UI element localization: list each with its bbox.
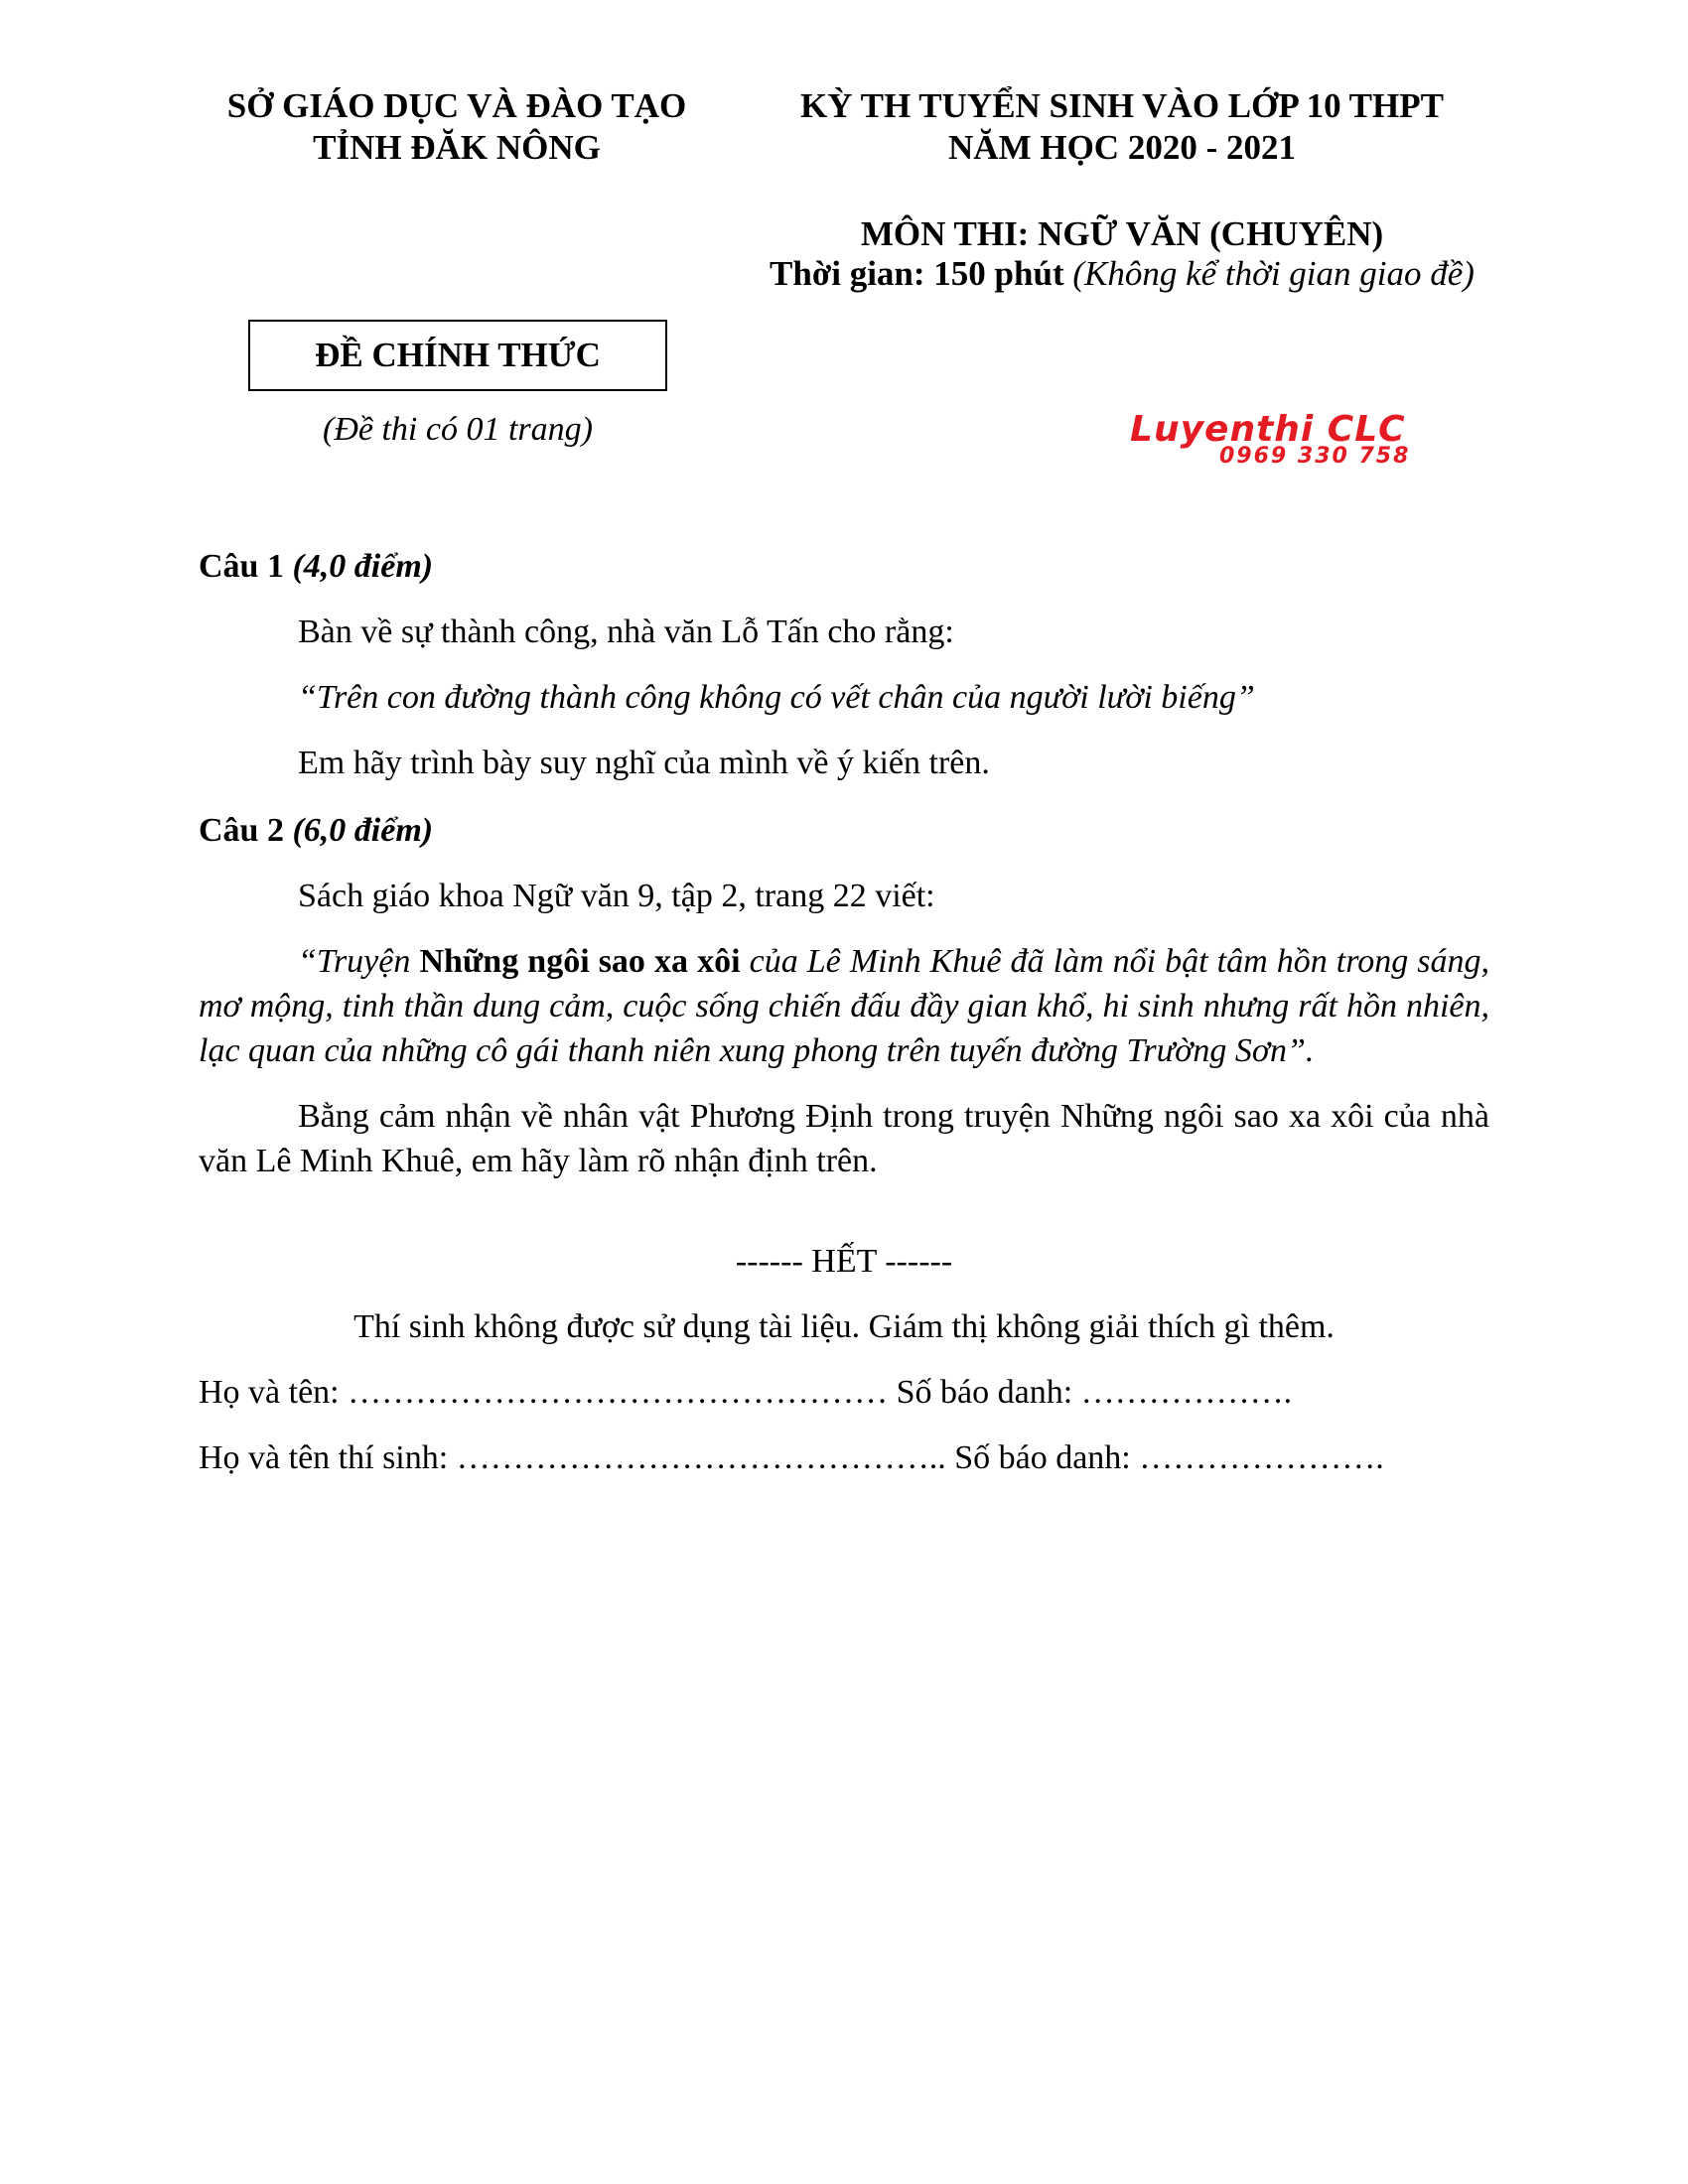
- pages-note: (Đề thi có 01 trang): [323, 411, 593, 448]
- school-year-line: NĂM HỌC 2020 - 2021: [948, 128, 1296, 167]
- question-1: [199, 544, 1489, 785]
- subject-line: MÔN THI: NGỮ VĂN (CHUYÊN): [860, 214, 1384, 253]
- official-exam-box: [248, 320, 667, 391]
- question-1-quote: “Trên con đường thành công không có vết chân của người lười biếng”: [298, 679, 1255, 716]
- subject-block: [755, 214, 1489, 294]
- watermark-logo: [1130, 409, 1468, 469]
- exam-title-line: KỲ TH TUYỂN SINH VÀO LỚP 10 THPT: [800, 86, 1444, 125]
- question-1-intro: Bàn về sự thành công, nhà văn Lỗ Tấn cho rằng:: [298, 614, 954, 650]
- question-2-task: Bằng cảm nhận về nhân vật Phương Định trong truyện Những ngôi sao xa xôi của nhà văn Lê Minh Khuê, em hãy làm rõ nhận định trên.: [199, 1098, 1489, 1179]
- time-label: Thời gian: 150 phút: [770, 254, 1064, 293]
- question-2-label: Câu 2: [199, 812, 284, 849]
- question-2-intro: Sách giáo khoa Ngữ văn 9, tập 2, trang 22 viết:: [298, 878, 935, 914]
- question-2-points: (6,0 điểm): [292, 812, 434, 849]
- question-1-task: Em hãy trình bày suy nghĩ của mình về ý kiến trên.: [298, 745, 990, 781]
- official-label: ĐỀ CHÍNH THỨC: [315, 336, 601, 374]
- end-marker: ------ HẾT ------: [735, 1243, 953, 1280]
- province-line: TỈNH ĐĂK NÔNG: [313, 128, 601, 167]
- watermark-phone: 0969 330 758: [1219, 444, 1411, 469]
- time-note: (Không kể thời gian giao đề): [1072, 254, 1475, 293]
- quote-rest: của Lê Minh Khuê đã làm nổi bật tâm hồn trong sáng, mơ mộng, tinh thần dung cảm, cuộc sống chiến đấu đầy gian khổ, hi sinh nhưng rất hồn nhiên, lạc quan của những cô gái thanh niên xung phong trên tuyến đường Trường Sơn”.: [199, 943, 1490, 1069]
- proctor-name-line: Họ và tên: ………………………………………… Số báo danh: ……………….: [199, 1374, 1293, 1411]
- department-name: [199, 85, 715, 169]
- watermark-name: Luyenthi CLC: [1130, 409, 1406, 450]
- candidate-name-line: Họ và tên thí sinh: …………………………………….. Số báo danh: ………………….: [199, 1439, 1384, 1476]
- question-1-points: (4,0 điểm): [292, 548, 434, 585]
- question-2: [199, 808, 1489, 1183]
- story-title: Những ngôi sao xa xôi: [419, 943, 741, 980]
- question-1-label: Câu 1: [199, 548, 284, 585]
- quote-open: “Truyện: [298, 943, 420, 980]
- question-2-quote: [199, 939, 1489, 1073]
- footer: [199, 1239, 1489, 1480]
- candidate-note: Thí sinh không được sử dụng tài liệu. Giám thị không giải thích gì thêm.: [353, 1308, 1335, 1345]
- exam-title: [755, 85, 1489, 169]
- department-line: SỞ GIÁO DỤC VÀ ĐÀO TẠO: [226, 86, 687, 125]
